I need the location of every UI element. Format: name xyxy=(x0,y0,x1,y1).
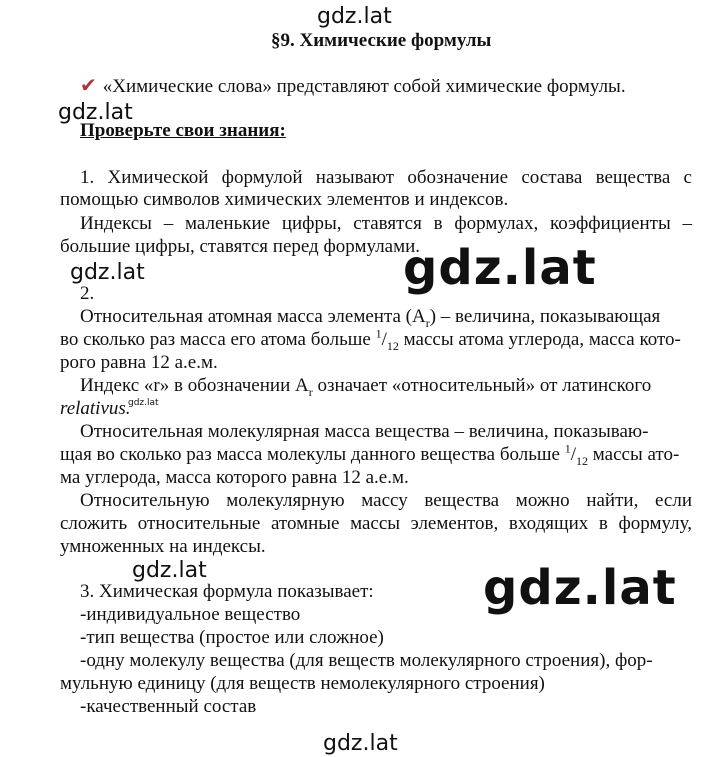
p2-text-pre: Индекс «r» в обозначении A xyxy=(80,375,309,396)
answer-1-line-1: 1. Химической формулой называют обозначение состава вещества с xyxy=(80,167,692,188)
answer-3-line-4: -одну молекулу вещества (для веществ молекулярного строения), фор- xyxy=(80,650,653,671)
p1-text-pre: Относительная атомная масса элемента (A xyxy=(80,306,426,327)
answer-2-p1-line-1 xyxy=(80,306,660,328)
checkmark-icon: ✔ xyxy=(80,73,97,97)
p2-text-post: означает «относительный» от латинского xyxy=(312,375,652,396)
answer-2-p1-line-2: во сколько раз масса его атома больше $^1/_{12}$ массы атома углерода, масса кото- xyxy=(60,326,681,353)
answer-2-p4-line-2: сложить относительные атомные массы элементов, входящих в формулу, xyxy=(60,513,692,534)
answer-3-line-1: 3. Химическая формула показывает: xyxy=(80,581,374,602)
intro-line xyxy=(80,74,626,98)
answer-3-line-2: -индивидуальное вещество xyxy=(80,604,301,625)
answer-2-p2-line-1 xyxy=(80,375,651,397)
answer-3-line-5: мульную единицу (для веществ немолекулярного строения) xyxy=(60,673,545,694)
answer-1-line-2: помощью символов химических элементов и индексов. xyxy=(60,189,509,210)
watermark: gdz.lat xyxy=(58,100,133,125)
p1-text-post: ) – величина, показывающая xyxy=(429,306,661,327)
fraction-numerator: 1 xyxy=(375,326,382,341)
answer-2-p3-line-3: ма углерода, масса которого равна 12 а.е.м. xyxy=(60,467,409,488)
watermark: gdz.lat xyxy=(323,731,398,756)
answer-2-p3-line-2: щая во сколько раз масса молекулы данного вещества больше $^1/_{12}$ массы ато- xyxy=(60,441,680,468)
answer-1-line-3: Индексы – маленькие цифры, ставятся в формулах, коэффициенты – xyxy=(80,213,692,234)
answer-3-line-6: -качественный состав xyxy=(80,696,257,717)
answer-2-number: 2. xyxy=(80,283,95,304)
p1b-text-post: массы атома углерода, масса кото- xyxy=(398,329,681,350)
answer-1-line-4: большие цифры, ставятся перед формулами. xyxy=(60,236,421,257)
subscript-r: r xyxy=(425,315,430,330)
intro-text: «Химические слова» представляют собой химические формулы. xyxy=(102,76,626,97)
watermark-large: gdz.lat xyxy=(483,560,677,616)
answer-3-line-3: -тип вещества (простое или сложное) xyxy=(80,627,384,648)
watermark: gdz.lat xyxy=(70,260,145,285)
watermark: gdz.lat xyxy=(132,558,207,583)
answer-2-p4-line-3: умноженных на индексы. xyxy=(60,536,266,557)
watermark-large: gdz.lat xyxy=(403,240,597,296)
answer-2-p3-line-1: Относительная молекулярная масса вещества – величина, показываю- xyxy=(80,421,649,442)
p1b-text-pre: во сколько раз масса его атома больше xyxy=(60,329,376,350)
watermark: gdz.lat xyxy=(317,4,392,29)
fraction-denominator: 12 xyxy=(386,338,399,353)
check-knowledge-heading: Проверьте свои знания: xyxy=(80,120,286,141)
fraction-denominator: 12 xyxy=(576,453,588,468)
subscript-r: r xyxy=(308,384,313,399)
answer-2-p4-line-1: Относительную молекулярную массу вещества можно найти, если xyxy=(80,490,692,511)
p3b-text-pre: щая во сколько раз масса молекулы данного вещества больше xyxy=(60,444,565,465)
answer-2-p2-line-2: relativus. xyxy=(60,398,131,419)
fraction-numerator: 1 xyxy=(564,441,571,456)
p3b-text-post: массы ато- xyxy=(588,444,680,465)
watermark-small: gdz.lat xyxy=(128,398,159,408)
page-title: §9. Химические формулы xyxy=(271,30,492,51)
answer-2-p1-line-3: рого равна 12 а.е.м. xyxy=(60,352,218,373)
